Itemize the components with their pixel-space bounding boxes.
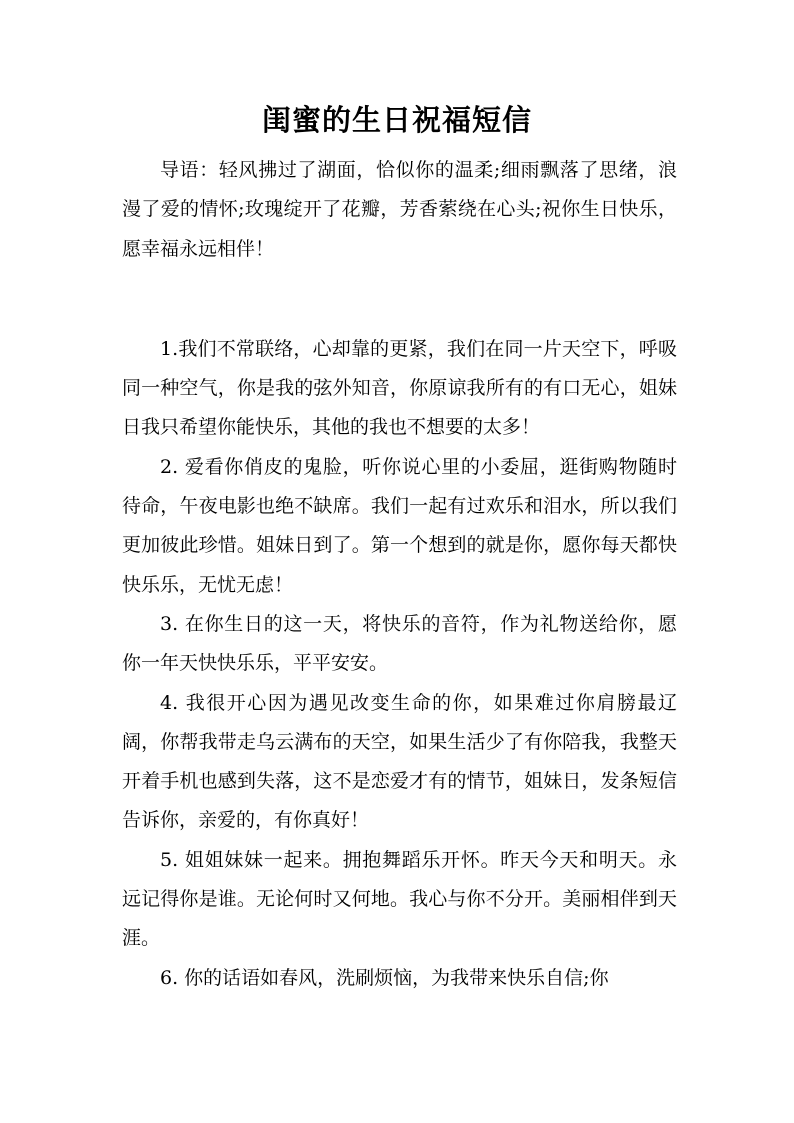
- wish-paragraph-2: 2. 爱看你俏皮的鬼脸，听你说心里的小委屈，逛街购物随时待命，午夜电影也绝不缺席。我们一起有过欢乐和泪水，所以我们更加彼此珍惜。姐妹日到了。第一个想到的就是你，愿你每天都快快乐乐，无忧无虑！: [122, 455, 677, 596]
- paragraph-spacer: [122, 269, 677, 330]
- wish-paragraph-1: 1.我们不常联络，心却靠的更紧，我们在同一片天空下，呼吸同一种空气，你是我的弦外知音，你原谅我所有的有口无心，姐妹日我只希望你能快乐，其他的我也不想要的太多！: [122, 337, 677, 439]
- wish-paragraph-4: 4. 我很开心因为遇见改变生命的你，如果难过你肩膀最辽阔，你帮我带走乌云满布的天空，如果生活少了有你陪我，我整天开着手机也感到失落，这不是恋爱才有的情节，姐妹日，发条短信告诉你，亲爱的，有你真好！: [122, 691, 677, 832]
- document-title: 闺蜜的生日祝福短信: [261, 103, 532, 137]
- wish-paragraph-6: 6. 你的话语如春风，洗刷烦恼，为我带来快乐自信;你: [160, 966, 609, 989]
- intro-paragraph: 导语：轻风拂过了湖面，恰似你的温柔;细雨飘落了思绪，浪漫了爱的情怀;玫瑰绽开了花瓣，芳香萦绕在心头;祝你生日快乐，愿幸福永远相伴！: [122, 159, 677, 260]
- wish-paragraph-5: 5. 姐姐妹妹一起来。拥抱舞蹈乐开怀。昨天今天和明天。永远记得你是谁。无论何时又何地。我心与你不分开。美丽相伴到天涯。: [122, 848, 677, 950]
- wish-paragraph-3: 3. 在你生日的这一天，将快乐的音符，作为礼物送给你，愿你一年天快快乐乐，平平安安。: [122, 612, 677, 675]
- document-body: [122, 151, 677, 998]
